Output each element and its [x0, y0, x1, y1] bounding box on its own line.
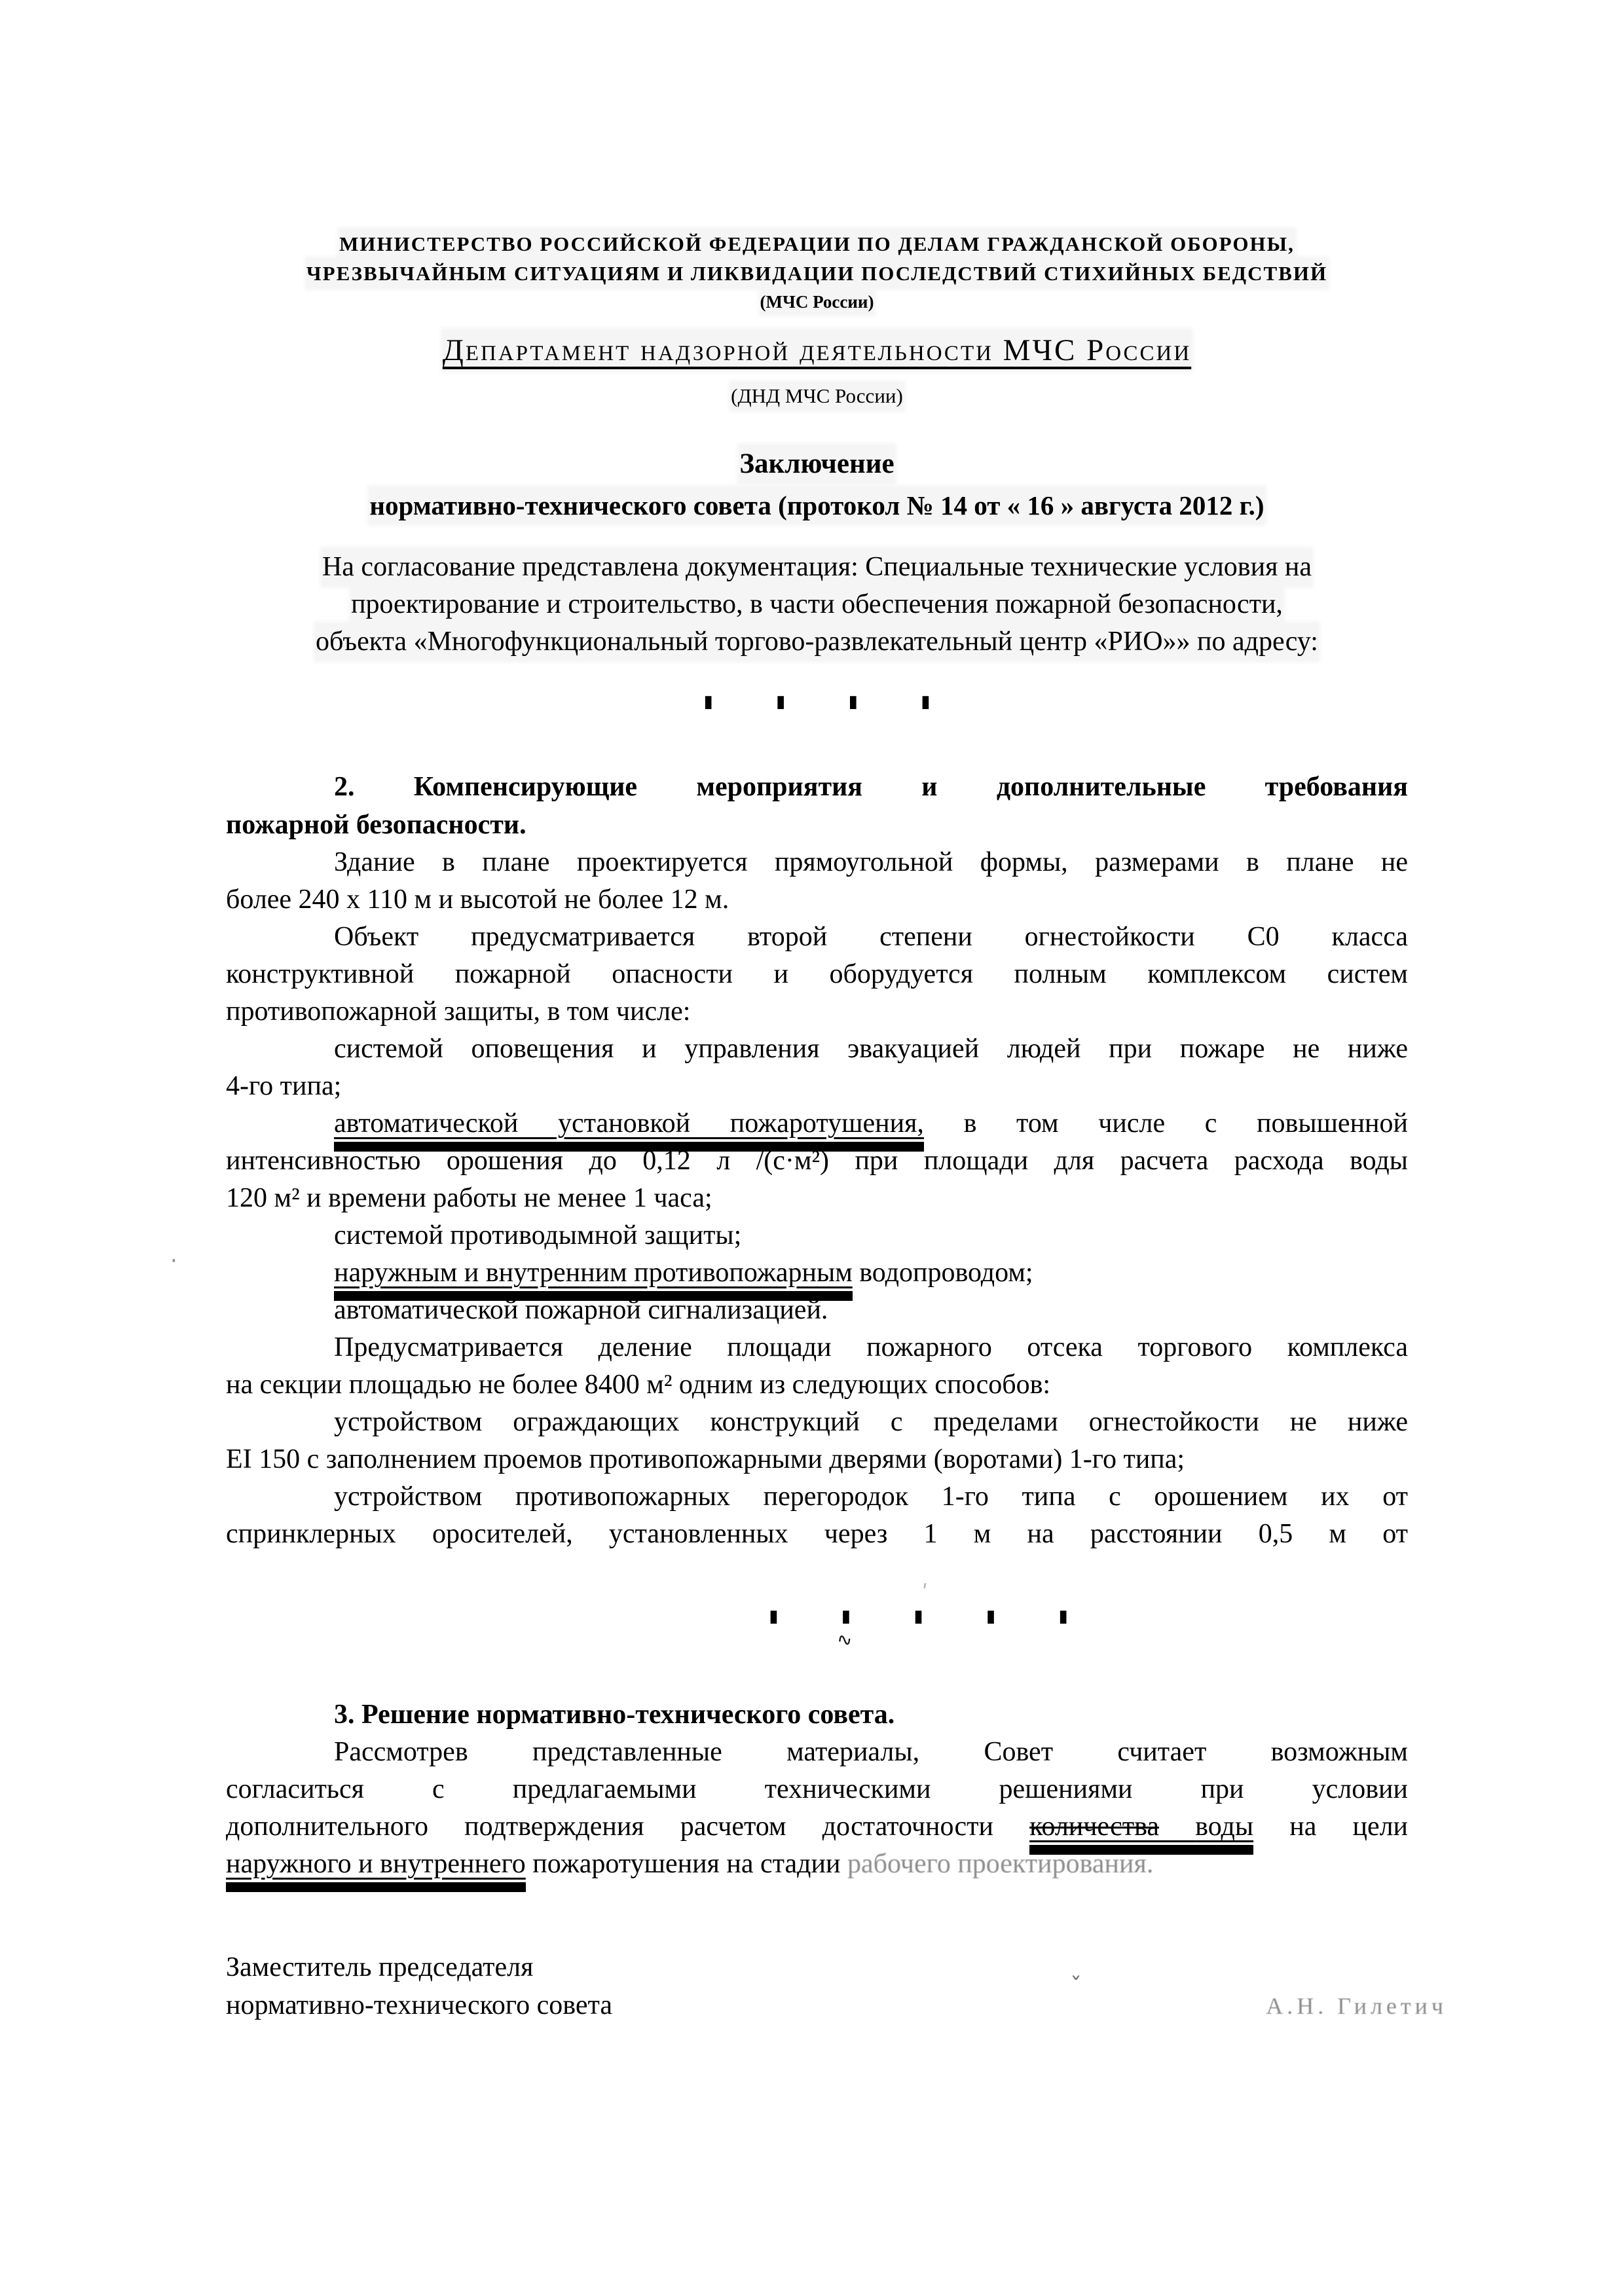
faded-text: рабочего проектирования. — [847, 1849, 1154, 1879]
section-2 — [226, 768, 1408, 1553]
document-title-block — [226, 445, 1408, 524]
marker-underlined-text: автоматической установкой пожаротушения, — [334, 1108, 924, 1152]
ministry-name-line-1: МИНИСТЕРСТВО РОССИЙСКОЙ ФЕДЕРАЦИИ ПО ДЕЛАМ ГРАЖДАНСКОЙ ОБОРОНЫ, — [339, 229, 1295, 259]
section2-line-12 — [226, 1254, 1408, 1292]
text-segment: пожаротушения на стадии — [532, 1849, 841, 1879]
marker-underlined-text: наружного и внутреннего — [226, 1849, 526, 1892]
ministry-name-line-2: ЧРЕЗВЫЧАЙНЫМ СИТУАЦИЯМ И ЛИКВИДАЦИИ ПОСЛЕДСТВИЙ СТИХИЙНЫХ БЕДСТВИЙ — [306, 259, 1327, 288]
intro-line-3: объекта «Многофункциональный торгово-развлекательный центр «РИО»» по адресу: — [316, 623, 1318, 661]
section2-line-19: спринклерных оросителей, установленных через 1 м на расстоянии 0,5 м от — [226, 1519, 1408, 1549]
signature-title-line-2: нормативно-технического совета — [226, 1990, 612, 2020]
section2-line-16: устройством ограждающих конструкций с пределами огнестойкости не ниже — [334, 1407, 1408, 1437]
signature-name: А.Н. Гилетич — [1266, 1993, 1447, 2019]
section-2-heading-line-2: пожарной безопасности. — [226, 810, 526, 840]
intro-line-1: На согласование представлена документация: Специальные технические условия на — [322, 549, 1312, 586]
scan-artifact-tick: ʹ — [922, 1580, 928, 1605]
letterhead — [226, 229, 1408, 410]
intro-line-2: проектирование и строительство, в части обеспечения пожарной безопасности, — [351, 586, 1283, 623]
section2-line-14: Предусматривается деление площади пожарного отсека торгового комплекса — [334, 1332, 1408, 1362]
text-segment: воды — [1195, 1812, 1254, 1842]
section-3-heading: 3. Решение нормативно-технического совета. — [334, 1700, 895, 1730]
section2-line-6: системой оповещения и управления эвакуацией людей при пожаре не ниже — [334, 1034, 1408, 1064]
document-title: Заключение — [739, 445, 894, 483]
scan-artifact-squiggle: ∿ — [835, 1628, 854, 1652]
text-segment: в том числе с повышенной — [963, 1108, 1408, 1139]
section2-line-11: системой противодымной защиты; — [334, 1220, 742, 1250]
separator-dots-row-2: ▮ ▮ ▮ ▮ ▮ — [769, 1607, 1068, 1626]
section-2-heading-line-1: 2. Компенсирующие мероприятия и дополнительные требования — [334, 772, 1408, 802]
section3-line-3 — [226, 1808, 1408, 1846]
struck-text: количества — [1029, 1812, 1160, 1842]
intro-paragraph — [226, 549, 1408, 661]
ministry-abbreviation: (МЧС России) — [760, 289, 874, 314]
section-3 — [226, 1696, 1408, 1883]
scan-artifact-caron: ˇ — [1070, 1973, 1082, 2000]
section2-line-18: устройством противопожарных перегородок 1-го типа с орошением их от — [334, 1482, 1408, 1512]
section2-line-13: автоматической пожарной сигнализацией. — [334, 1295, 828, 1325]
section2-line-9: интенсивностью орошения до 0,12 л /(с·м²) при площади для расчета расхода воды — [226, 1146, 1408, 1176]
department-name: Департамент надзорной деятельности МЧС России — [443, 330, 1191, 371]
signature-block — [226, 1948, 1447, 2025]
section3-line-2: согласиться с предлагаемыми техническими решениями при условии — [226, 1774, 1408, 1804]
scan-artifact-dot: · — [170, 1248, 177, 1274]
section2-line-2: более 240 х 110 м и высотой не более 12 м. — [226, 884, 729, 915]
section2-line-10: 120 м² и времени работы не менее 1 часа; — [226, 1183, 712, 1213]
section2-line-3: Объект предусматривается второй степени огнестойкости С0 класса — [334, 922, 1408, 952]
section2-line-15: на секции площадью не более 8400 м² одним из следующих способов: — [226, 1370, 1051, 1400]
text-segment: водопроводом; — [859, 1258, 1033, 1288]
protocol-line: нормативно-технического совета (протокол № 14 от « 16 » августа 2012 г.) — [369, 487, 1264, 524]
section2-line-8 — [226, 1105, 1408, 1142]
section2-line-17: EI 150 с заполнением проемов противопожарными дверями (воротами) 1-го типа; — [226, 1444, 1185, 1474]
text-segment: на цели — [1289, 1812, 1409, 1842]
section2-line-7: 4-го типа; — [226, 1071, 342, 1101]
signature-title-line-1: Заместитель председателя — [226, 1952, 534, 1982]
section2-line-4: конструктивной пожарной опасности и оборудуется полным комплексом систем — [226, 959, 1408, 989]
text-segment: дополнительного подтверждения расчетом достаточности — [226, 1812, 993, 1842]
section2-line-5: противопожарной защиты, в том числе: — [226, 996, 691, 1027]
marker-underlined-text: наружным и внутренним противопожарным — [334, 1258, 853, 1301]
section3-line-1: Рассмотрев представленные материалы, Совет считает возможным — [334, 1737, 1408, 1767]
department-abbreviation: (ДНД МЧС России) — [731, 382, 903, 410]
separator-dots-row-1: ▮ ▮ ▮ ▮ — [703, 692, 931, 712]
section2-line-1: Здание в плане проектируется прямоугольной формы, размерами в плане не — [334, 847, 1408, 877]
signature-row — [226, 1986, 1447, 2025]
